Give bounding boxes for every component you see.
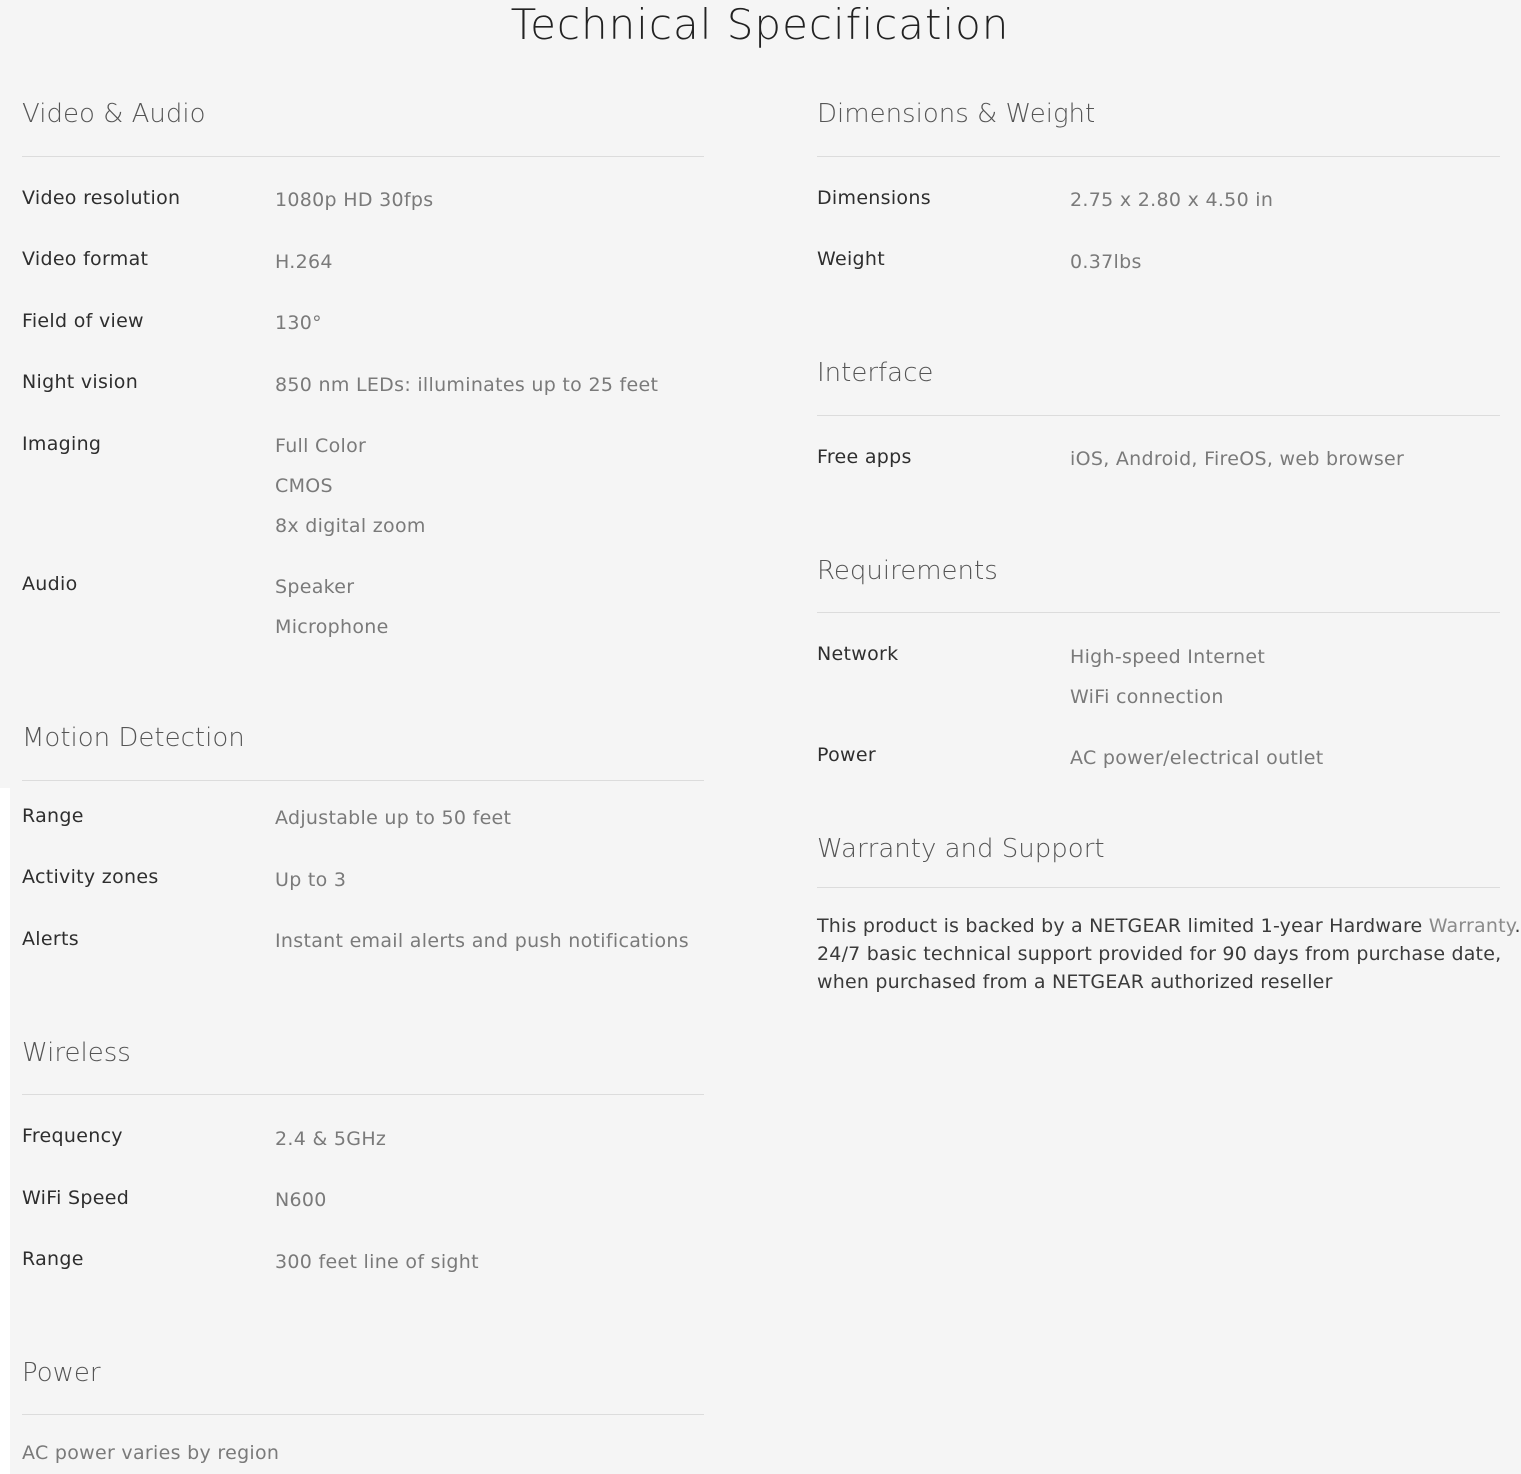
spec-value-frequency: 2.4 & 5GHz — [275, 1128, 387, 1150]
spec-value-network-wifi: WiFi connection — [1070, 686, 1224, 708]
spec-label-motion-range: Range — [22, 805, 84, 827]
spec-label-weight: Weight — [817, 248, 885, 270]
section-divider — [22, 780, 704, 781]
spec-value-video-resolution: 1080p HD 30fps — [275, 189, 434, 211]
section-title-warranty-support: Warranty and Support — [817, 834, 1105, 864]
spec-value-wireless-range: 300 feet line of sight — [275, 1251, 479, 1273]
section-title-video-audio: Video & Audio — [22, 99, 206, 129]
section-divider — [817, 887, 1500, 888]
spec-label-night-vision: Night vision — [22, 371, 139, 393]
spec-value-audio-speaker: Speaker — [275, 576, 355, 598]
warranty-line-2: 24/7 basic technical support provided for 90 days from purchase date, — [817, 943, 1502, 965]
section-title-requirements: Requirements — [817, 556, 998, 586]
spec-label-alerts: Alerts — [22, 928, 79, 950]
section-divider — [817, 156, 1500, 157]
section-title-dimensions-weight: Dimensions & Weight — [817, 99, 1096, 129]
spec-label-imaging: Imaging — [22, 433, 102, 455]
section-title-wireless: Wireless — [22, 1038, 131, 1068]
spec-label-activity-zones: Activity zones — [22, 866, 159, 888]
spec-value-activity-zones: Up to 3 — [275, 869, 347, 891]
section-title-motion-detection: Motion Detection — [22, 723, 245, 753]
spec-value-requirements-power: AC power/electrical outlet — [1070, 747, 1324, 769]
warranty-line-1-text: This product is backed by a NETGEAR limited 1-year Hardware — [817, 915, 1429, 937]
spec-value-free-apps: iOS, Android, FireOS, web browser — [1070, 448, 1405, 470]
section-divider — [817, 612, 1500, 613]
spec-value-weight: 0.37lbs — [1070, 251, 1142, 273]
spec-label-field-of-view: Field of view — [22, 310, 144, 332]
spec-label-dimensions: Dimensions — [817, 187, 931, 209]
spec-label-free-apps: Free apps — [817, 446, 912, 468]
spec-value-imaging-color: Full Color — [275, 435, 367, 457]
page-edge-strip — [0, 788, 10, 1474]
spec-value-night-vision: 850 nm LEDs: illuminates up to 25 feet — [275, 374, 659, 396]
section-title-interface: Interface — [817, 358, 934, 388]
spec-value-field-of-view: 130° — [275, 312, 322, 334]
section-divider — [817, 415, 1500, 416]
spec-value-video-format: H.264 — [275, 251, 333, 273]
spec-label-video-resolution: Video resolution — [22, 187, 181, 209]
warranty-text — [817, 912, 1521, 996]
spec-value-network-internet: High-speed Internet — [1070, 646, 1266, 668]
spec-value-audio-microphone: Microphone — [275, 616, 389, 638]
spec-label-network: Network — [817, 643, 899, 665]
spec-label-wifi-speed: WiFi Speed — [22, 1187, 130, 1209]
spec-value-dimensions: 2.75 x 2.80 x 4.50 in — [1070, 189, 1274, 211]
power-note: AC power varies by region — [22, 1442, 280, 1464]
spec-label-video-format: Video format — [22, 248, 149, 270]
spec-value-imaging-zoom: 8x digital zoom — [275, 515, 426, 537]
spec-value-imaging-sensor: CMOS — [275, 475, 333, 497]
section-divider — [22, 156, 704, 157]
warranty-line-1-end: . — [1514, 915, 1521, 937]
section-divider — [22, 1094, 704, 1095]
warranty-line-1 — [817, 912, 1521, 940]
spec-value-motion-range: Adjustable up to 50 feet — [275, 807, 512, 829]
spec-label-audio: Audio — [22, 573, 78, 595]
section-divider — [22, 1414, 704, 1415]
spec-label-wireless-range: Range — [22, 1248, 84, 1270]
page-title: Technical Specification — [510, 0, 1010, 49]
spec-value-wifi-speed: N600 — [275, 1189, 327, 1211]
spec-value-alerts: Instant email alerts and push notifications — [275, 930, 689, 952]
spec-label-frequency: Frequency — [22, 1125, 123, 1147]
warranty-link[interactable]: Warranty — [1428, 915, 1515, 937]
section-title-power: Power — [22, 1358, 101, 1388]
spec-label-requirements-power: Power — [817, 744, 876, 766]
warranty-line-3: when purchased from a NETGEAR authorized reseller — [817, 971, 1333, 993]
